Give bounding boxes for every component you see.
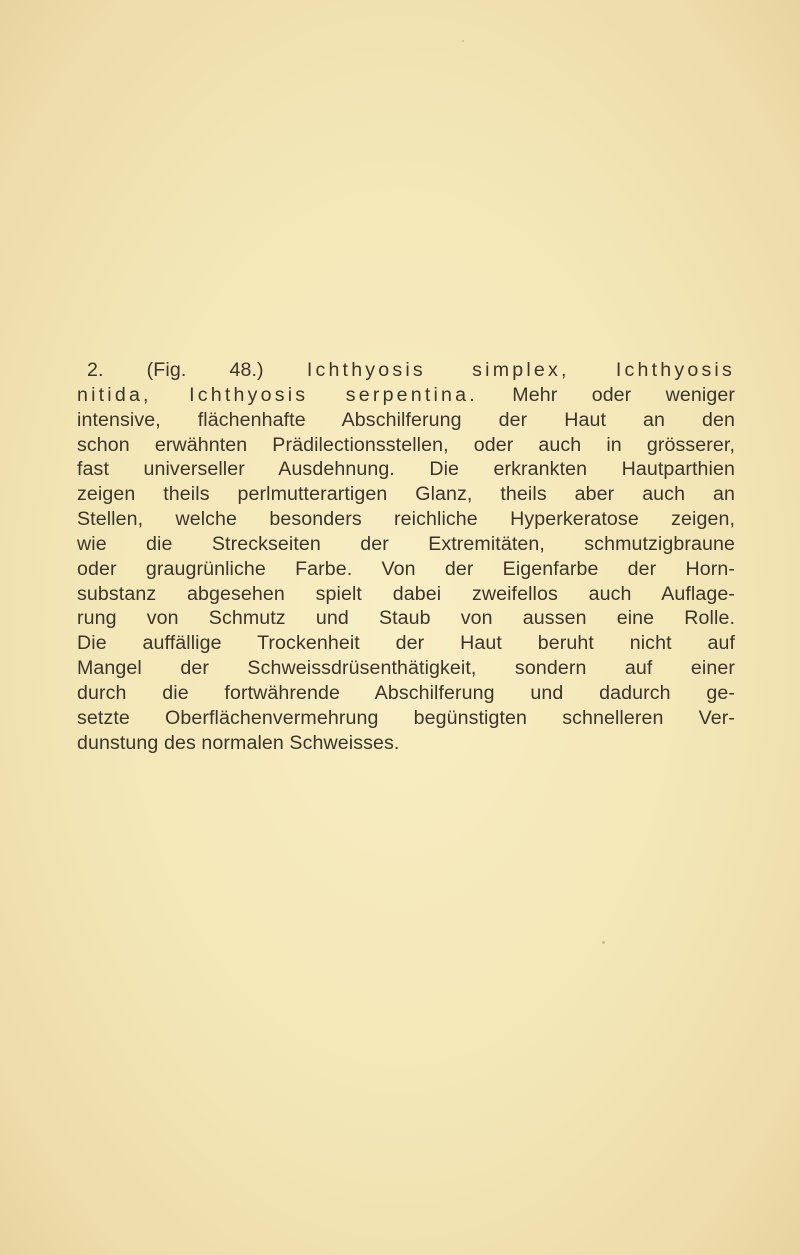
text-line-4: schon erwähnten Prädilectionsstellen, oder auch in grösserer,	[77, 433, 735, 456]
text-line-1	[77, 358, 735, 383]
text-line-6: zeigen theils perlmutterartigen Glanz, theils aber auch an	[77, 483, 735, 506]
paper-speck	[462, 40, 464, 42]
paragraph-ichthyosis-simplex	[77, 358, 735, 756]
text-line-14: durch die fortwährende Abschilferung und dadurch ge-	[77, 681, 735, 704]
text-line-2	[77, 383, 735, 408]
text-line-11: rung von Schmutz und Staub von aussen eine Rolle.	[77, 607, 735, 630]
line-2-tail: Mehr oder weniger	[477, 383, 735, 406]
text-line-5: fast universeller Ausdehnung. Die erkrankten Hautparthien	[77, 458, 735, 481]
line-1-lead: 2. (Fig. 48.)	[87, 359, 307, 381]
text-line-9: oder graugrünliche Farbe. Von der Eigenfarbe der Horn-	[77, 557, 735, 580]
text-line-3: intensive, flächenhafte Abschilferung der Haut an den	[77, 408, 735, 431]
term-ichthyosis-simplex: Ichthyosis simplex, Ichthyosis	[306, 359, 735, 381]
text-line-13: Mangel der Schweissdrüsenthätigkeit, sondern auf einer	[77, 657, 735, 680]
text-line-16: dunstung des normalen Schweisses.	[77, 731, 400, 754]
text-line-12: Die auffällige Trockenheit der Haut beruht nicht auf	[77, 632, 735, 655]
paper-speck	[602, 941, 605, 944]
text-line-8: wie die Streckseiten der Extremitäten, schmutzigbraune	[77, 532, 735, 555]
text-line-7: Stellen, welche besonders reichliche Hyperkeratose zeigen,	[77, 508, 735, 531]
term-ichthyosis-nitida-serpentina: nitida, Ichthyosis serpentina.	[77, 383, 478, 406]
text-line-15: setzte Oberflächenvermehrung begünstigten schnelleren Ver-	[77, 706, 735, 729]
text-line-10: substanz abgesehen spielt dabei zweifellos auch Auflage-	[77, 582, 735, 605]
